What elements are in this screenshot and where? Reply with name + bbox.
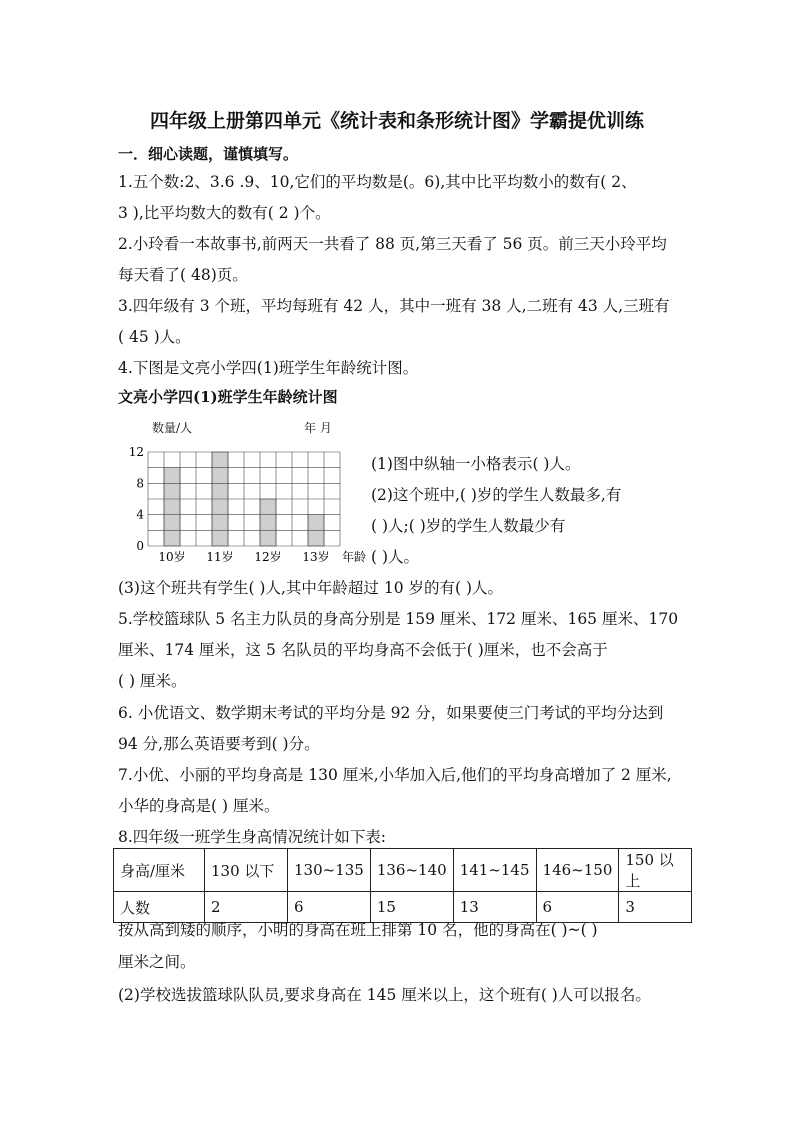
table-header-row: [114, 849, 692, 892]
table-cell: 13: [453, 892, 536, 923]
chart-ylabel: 数量/人: [152, 421, 193, 435]
y-tick-label: 0: [136, 539, 144, 553]
question-line: 94 分,那么英语要考到( )分。: [118, 735, 320, 753]
y-tick-label: 12: [128, 445, 144, 459]
question-line: ( 45 )人。: [118, 328, 191, 346]
question-line: 小华的身高是( ) 厘米。: [118, 797, 280, 815]
table-cell: 136~140: [370, 849, 453, 892]
question-line: 2.小玲看一本故事书,前两天一共看了 88 页,第三天看了 56 页。前三天小玲平均: [118, 235, 667, 253]
question-line: 1.五个数:2、3.6 .9、10,它们的平均数是(。6),其中比平均数小的数有( 2、: [118, 173, 637, 191]
chart-question: ( )人;( )岁的学生人数最少有: [371, 517, 566, 535]
page-title: 四年级上册第四单元《统计表和条形统计图》学霸提优训练: [149, 110, 644, 132]
question-line: 8.四年级一班学生身高情况统计如下表:: [118, 828, 387, 846]
question-line: ( ) 厘米。: [118, 672, 187, 690]
question-line: (2)学校选拔篮球队队员,要求身高在 145 厘米以上，这个班有( )人可以报名。: [118, 986, 651, 1004]
question-line: 5.学校篮球队 5 名主力队员的身高分别是 159 厘米、172 厘米、165 厘米、170: [118, 610, 679, 628]
chart-question: (1)图中纵轴一小格表示( )人。: [371, 455, 581, 473]
question-line: 6. 小优语文、数学期末考试的平均分是 92 分，如果要使三门考试的平均分达到: [118, 704, 664, 722]
table-cell: 130 以下: [205, 849, 288, 892]
bar: [164, 468, 180, 546]
chart-title: 文亮小学四(1)班学生年龄统计图: [118, 388, 338, 406]
height-table: [113, 848, 692, 923]
table-cell: 6: [288, 892, 371, 923]
question-line: 厘米之间。: [118, 953, 196, 971]
table-cell: 身高/厘米: [114, 849, 205, 892]
question-line: 每天看了( 48)页。: [118, 266, 248, 284]
table-cell: 141~145: [453, 849, 536, 892]
age-bar-chart: [118, 412, 367, 572]
chart-question: ( )人。: [371, 548, 420, 566]
question-line: 7.小优、小丽的平均身高是 130 厘米,小华加入后,他们的平均身高增加了 2 厘米,: [118, 766, 672, 784]
question-line: 3.四年级有 3 个班，平均每班有 42 人，其中一班有 38 人,二班有 43 人,三班有: [118, 297, 670, 315]
question-line: 3 ),比平均数大的数有( 2 )个。: [118, 204, 331, 222]
chart-date-label: 年 月: [304, 421, 332, 435]
y-tick-label: 8: [136, 476, 144, 491]
table-cell: 6: [536, 892, 619, 923]
table-cell: 人数: [114, 892, 205, 923]
x-axis-label: 年龄: [342, 550, 367, 564]
question-line: (3)这个班共有学生( )人,其中年龄超过 10 岁的有( )人。: [118, 579, 504, 597]
question-line: 厘米、174 厘米，这 5 名队员的平均身高不会低于( )厘米，也不会高于: [118, 641, 608, 659]
x-tick-label: 12岁: [254, 550, 282, 564]
table-cell: 2: [205, 892, 288, 923]
y-tick-label: 4: [136, 507, 144, 522]
question-line: 4.下图是文亮小学四(1)班学生年龄统计图。: [118, 359, 419, 377]
x-tick-label: 11岁: [206, 550, 234, 564]
table-cell: 130~135: [288, 849, 371, 892]
chart-canvas: [118, 412, 367, 572]
chart-question: (2)这个班中,( )岁的学生人数最多,有: [371, 486, 622, 504]
table-cell: 150 以上: [619, 849, 692, 892]
x-tick-label: 10岁: [158, 550, 186, 564]
x-tick-label: 13岁: [302, 550, 330, 564]
table-cell: 146~150: [536, 849, 619, 892]
section-heading: 一．细心读题，谨慎填写。: [118, 145, 299, 163]
table-cell: 15: [370, 892, 453, 923]
table-cell: 3: [619, 892, 692, 923]
bar: [260, 499, 276, 546]
question-line: 按从高到矮的顺序，小明的身高在班上排第 10 名，他的身高在( )~( ): [118, 921, 598, 939]
